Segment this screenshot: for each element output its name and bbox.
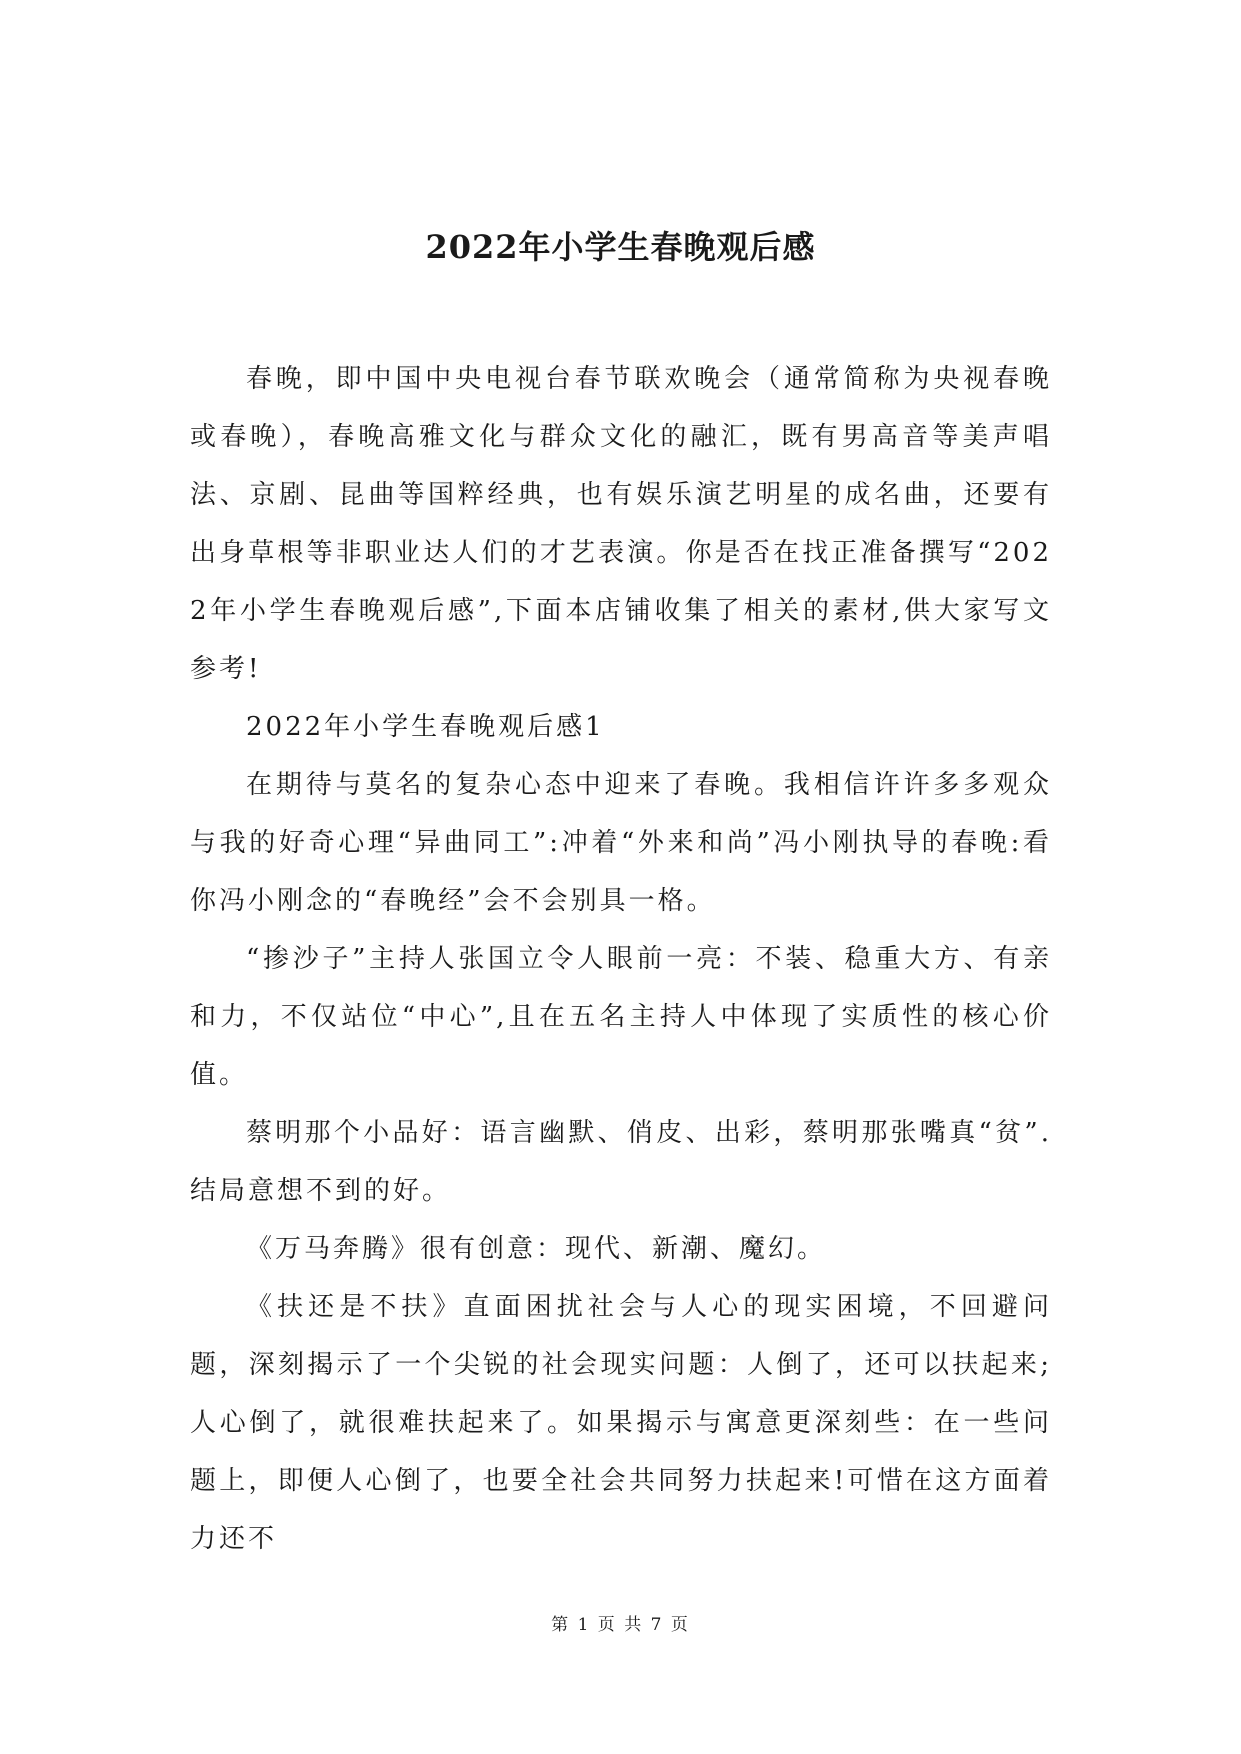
section-heading: 2022年小学生春晚观后感1 [246, 712, 605, 742]
page-number-footer: 第 1 页 共 7 页 [551, 1615, 690, 1635]
body-paragraph: 蔡明那个小品好：语言幽默、俏皮、出彩，蔡明那张嘴真“贫”.结局意想不到的好。 [190, 1118, 1052, 1206]
intro-paragraph: 春晚，即中国中央电视台春节联欢晚会（通常简称为央视春晚或春晚），春晚高雅文化与群众文化的融汇，既有男高音等美声唱法、京剧、昆曲等国粹经典，也有娱乐演艺明星的成名曲，还要有出身草根等非职业达人们的才艺表演。你是否在找正准备撰写“2022年小学生春晚观后感”,下面本店铺收集了相关的素材,供大家写文参考! [190, 364, 1052, 684]
document-title: 2022年小学生春晚观后感 [425, 228, 816, 266]
body-paragraph: 在期待与莫名的复杂心态中迎来了春晚。我相信许许多多观众与我的好奇心理“异曲同工”:冲着“外来和尚”冯小刚执导的春晚:看你冯小刚念的“春晚经”会不会别具一格。 [190, 770, 1052, 916]
body-paragraph: “掺沙子”主持人张国立令人眼前一亮：不装、稳重大方、有亲和力，不仅站位“中心”,且在五名主持人中体现了实质性的核心价值。 [190, 944, 1052, 1090]
body-paragraph: 《扶还是不扶》直面困扰社会与人心的现实困境，不回避问题，深刻揭示了一个尖锐的社会现实问题：人倒了，还可以扶起来;人心倒了，就很难扶起来了。如果揭示与寓意更深刻些：在一些问题上，即便人心倒了，也要全社会共同努力扶起来!可惜在这方面着力还不 [190, 1292, 1052, 1554]
body-paragraph: 《万马奔腾》很有创意：现代、新潮、魔幻。 [246, 1234, 827, 1264]
document-body [190, 350, 1052, 1568]
